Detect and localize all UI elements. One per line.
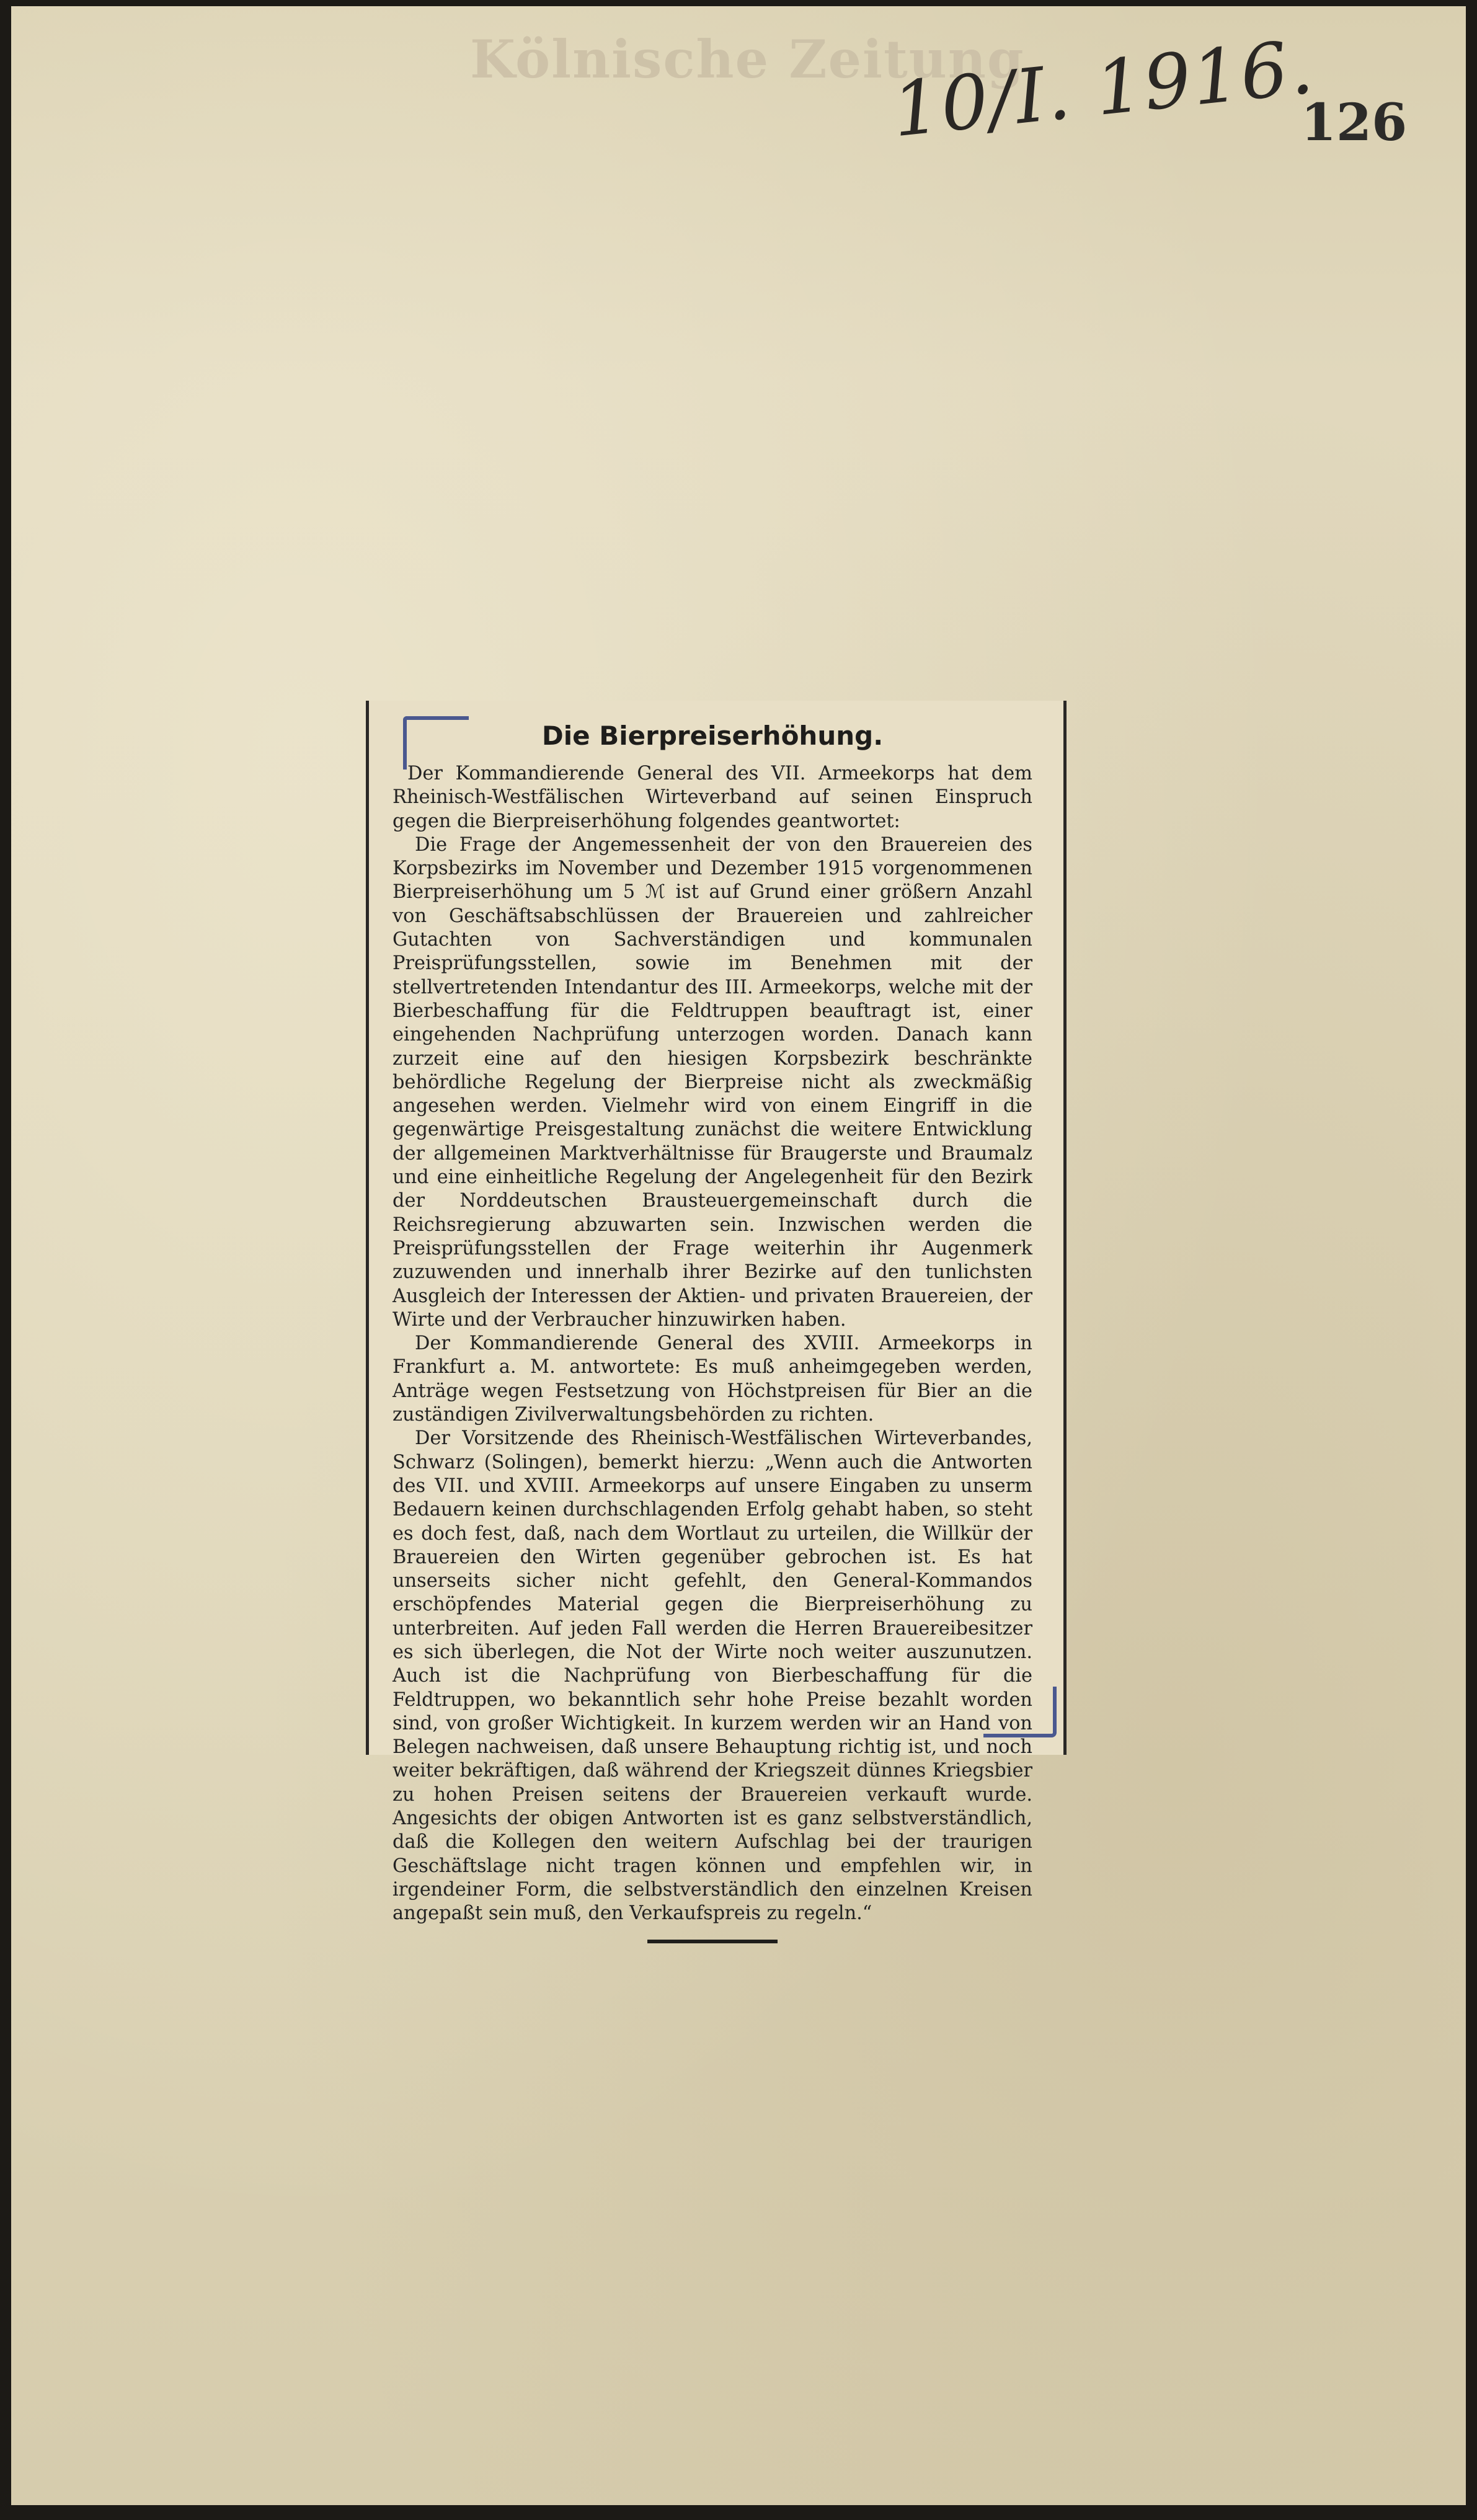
newspaper-clipping bbox=[366, 701, 1067, 1925]
page-number: 126 bbox=[1301, 93, 1408, 153]
article-paragraph-1: Der Kommandierende General des VII. Armeekorps hat dem Rheinisch-Westfälischen Wirteverband auf seinen Einspruch gegen die Bierpreiserhöhung folgendes geantwortet: bbox=[393, 763, 1032, 832]
article-paragraph-2: Die Frage der Angemessenheit der von den Brauereien des Korpsbezirks im November und Dezember 1915 vorgenommenen Bierpreiserhöhung um 5 ℳ ist auf Grund einer größern Anzahl von Geschäftsabschlüssen der Brauereien und zahlreicher Gutachten von Sachverständigen und kommunalen Preisprüfungsstellen, sowie im Benehmen mit der stellvertretenden Intendantur des III. Armeekorps, welche mit der Bierbeschaffung für die Feldtruppen beauftragt ist, einer eingehenden Nachprüfung unterzogen worden. Danach kann zurzeit eine auf den hiesigen Korpsbezirk beschränkte behördliche Regelung der Bierpreise nicht als zweckmäßig angesehen werden. Vielmehr wird von einem Eingriff in die gegenwärtige Preisgestaltung zunächst die weitere Entwicklung der allgemeinen Marktverhältnisse für Braugerste und Braumalz und eine einheitliche Regelung der Angelegenheit für den Bezirk der Norddeutschen Brausteuergemeinschaft durch die Reichsregierung abzuwarten sein. Inzwischen werden die Preisprüfungsstellen der Frage weiterhin ihr Augenmerk zuzuwenden und innerhalb ihrer Bezirke auf den tunlichsten Ausgleich der Interessen der Aktien- und privaten Brauereien, der Wirte und der Verbraucher hinzuwirken haben. bbox=[393, 833, 1032, 1331]
bracket-mark-bottom-right bbox=[983, 1687, 1057, 1737]
bracket-mark-top-left bbox=[403, 716, 469, 770]
article-paragraph-3: Der Kommandierende General des XVIII. Armeekorps in Frankfurt a. M. antwortete: Es muß anheimgegeben werden, Anträge wegen Festsetzung von Höchstpreisen für Bier an die zuständigen Zivilverwaltungsbehörden zu richten. bbox=[393, 1333, 1032, 1426]
end-rule bbox=[647, 1940, 778, 1943]
article-paragraph-4: Der Vorsitzende des Rheinisch-Westfälischen Wirteverbandes, Schwarz (Solingen), bemerkt hierzu: „Wenn auch die Antworten des VII. und XVIII. Armeekorps auf unsere Eingaben zu unserm Bedauern keinen durchschlagenden Erfolg gehabt haben, so steht es doch fest, daß, nach dem Wortlaut zu urteilen, die Willkür der Brauereien den Wirten gegenüber gebrochen ist. Es hat unserseits sicher nicht gefehlt, den General-Kommandos erschöpfendes Material gegen die Bierpreiserhöhung zu unterbreiten. Auf jeden Fall werden die Herren Brauereibesitzer es sich überlegen, die Not der Wirte noch weiter auszunutzen. Auch ist die Nachprüfung von Bierbeschaffung für die Feldtruppen, wo bekanntlich sehr hohe Preise bezahlt worden sind, von großer Wichtigkeit. In kurzem werden wir an Hand von Belegen nachweisen, daß unsere Behauptung richtig ist, und noch weiter bekräftigen, daß während der Kriegszeit dünnes Kriegsbier zu hohen Preisen seitens der Brauereien verkauft wurde. Angesichts der obigen Antworten ist es ganz selbstverständlich, daß die Kollegen den weitern Aufschlag bei der traurigen Geschäftslage nicht tragen können und empfehlen wir, in irgendeiner Form, die selbstverständlich den einzelnen Kreisen angepaßt sein muß, den Verkaufspreis zu regeln.“ bbox=[393, 1427, 1032, 1925]
article-title: Die Bierpreiserhöhung. bbox=[541, 721, 884, 751]
article-body bbox=[393, 762, 1032, 1926]
newspaper-stamp: Kölnische Zeitung bbox=[470, 29, 1025, 90]
handwritten-date: 10/I. 1916. bbox=[888, 24, 1318, 154]
